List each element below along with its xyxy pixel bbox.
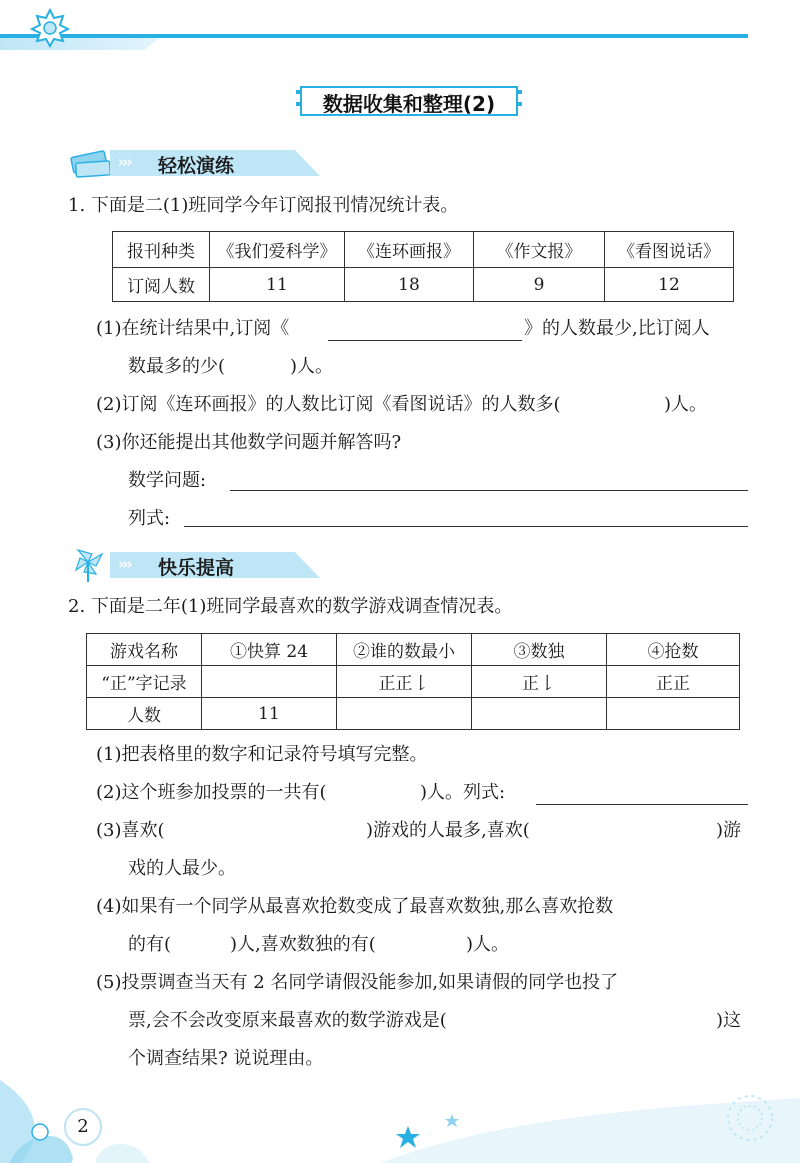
table-cell: ②谁的数最小 (337, 634, 472, 666)
q1-part1-b: 》的人数最少,比订阅人 (524, 318, 710, 339)
section-label: 快乐提高 (158, 557, 235, 579)
q2-part5-d: 个调查结果? 说说理由。 (128, 1048, 324, 1069)
table-cell: 《连环画报》 (345, 232, 474, 268)
star-decoration (380, 1078, 800, 1163)
section-label: 轻松演练 (158, 155, 235, 177)
q1-part1-c: 数最多的少( (128, 356, 226, 377)
table-row (87, 634, 740, 666)
table-cell: 订阅人数 (113, 268, 210, 302)
problem-label: 数学问题: (128, 470, 207, 491)
q2-part4-a: (4)如果有一个同学从最喜欢抢数变成了最喜欢数独,那么喜欢抢数 (96, 896, 614, 917)
question-1-stem: 1. 下面是二(1)班同学今年订阅报刊情况统计表。 (68, 195, 459, 216)
page-title (296, 82, 522, 120)
q1-part2-b: )人。 (664, 394, 708, 415)
table-cell: 《作文报》 (474, 232, 605, 268)
table-cell: ④抢数 (607, 634, 740, 666)
question-2-stem: 2. 下面是二年(1)班同学最喜欢的数学游戏调查情况表。 (68, 596, 513, 617)
table-cell-blank[interactable] (607, 698, 740, 730)
q2-part2-b: )人。列式: (420, 782, 506, 803)
answer-line[interactable] (328, 340, 522, 341)
table-cell: “正”字记录 (87, 666, 202, 698)
table-row (113, 268, 734, 302)
table-cell-blank[interactable] (337, 698, 472, 730)
q2-part3-d: 戏的人最少。 (128, 858, 236, 879)
q2-part3-b: )游戏的人最多,喜欢( (366, 820, 530, 841)
q2-part1: (1)把表格里的数字和记录符号填写完整。 (96, 744, 428, 765)
q2-part2-a: (2)这个班参加投票的一共有( (96, 782, 327, 803)
table-row (87, 698, 740, 730)
page-number: 2 (64, 1108, 102, 1146)
formula-label: 列式: (128, 508, 171, 529)
table-cell: 18 (345, 268, 474, 302)
q2-part4-b: 的有( (128, 934, 172, 955)
formula-input-line[interactable] (184, 526, 748, 527)
arrows-icon: ››› (118, 153, 131, 171)
table-cell: 9 (474, 268, 605, 302)
gear-icon (28, 8, 72, 48)
q2-part5-b: 票,会不会改变原来最喜欢的数学游戏是( (128, 1010, 447, 1031)
table-cell: 11 (202, 698, 337, 730)
table-cell: 《看图说话》 (605, 232, 734, 268)
q1-part1-d: )人。 (290, 356, 334, 377)
table-cell: ①快算 24 (202, 634, 337, 666)
arrows-icon: ››› (118, 555, 131, 573)
title-text: 数据收集和整理(2) (322, 92, 496, 116)
table-cell: 报刊种类 (113, 232, 210, 268)
table-subscriptions (112, 231, 734, 302)
table-cell: 《我们爱科学》 (210, 232, 345, 268)
table-cell: 11 (210, 268, 345, 302)
table-cell: 人数 (87, 698, 202, 730)
q2-part3-c: )游 (716, 820, 742, 841)
table-cell: 12 (605, 268, 734, 302)
q2-part5-c: )这 (716, 1010, 742, 1031)
answer-line[interactable] (536, 804, 748, 805)
q2-part5-a: (5)投票调查当天有 2 名同学请假没能参加,如果请假的同学也投了 (96, 972, 619, 993)
book-icon (66, 142, 116, 182)
problem-input-line[interactable] (230, 490, 748, 491)
section-header-easy (66, 148, 326, 178)
table-cell-blank[interactable] (472, 698, 607, 730)
q1-part1-a: (1)在统计结果中,订阅《 (96, 318, 290, 339)
table-row (87, 666, 740, 698)
table-cell: ③数独 (472, 634, 607, 666)
section-header-improve (66, 550, 326, 580)
pinwheel-icon (66, 544, 116, 584)
q2-part4-d: )人。 (466, 934, 510, 955)
table-cell-blank[interactable] (202, 666, 337, 698)
header-band (0, 34, 748, 50)
table-cell: 正𠄌 (472, 666, 607, 698)
q1-part2-a: (2)订阅《连环画报》的人数比订阅《看图说话》的人数多( (96, 394, 561, 415)
q1-part3: (3)你还能提出其他数学问题并解答吗? (96, 432, 402, 453)
q2-part3-a: (3)喜欢( (96, 820, 165, 841)
table-cell: 正正 (607, 666, 740, 698)
q2-part4-c: )人,喜欢数独的有( (230, 934, 376, 955)
table-cell: 正正𠄌 (337, 666, 472, 698)
table-game-survey (86, 633, 740, 730)
table-cell: 游戏名称 (87, 634, 202, 666)
table-row (113, 232, 734, 268)
